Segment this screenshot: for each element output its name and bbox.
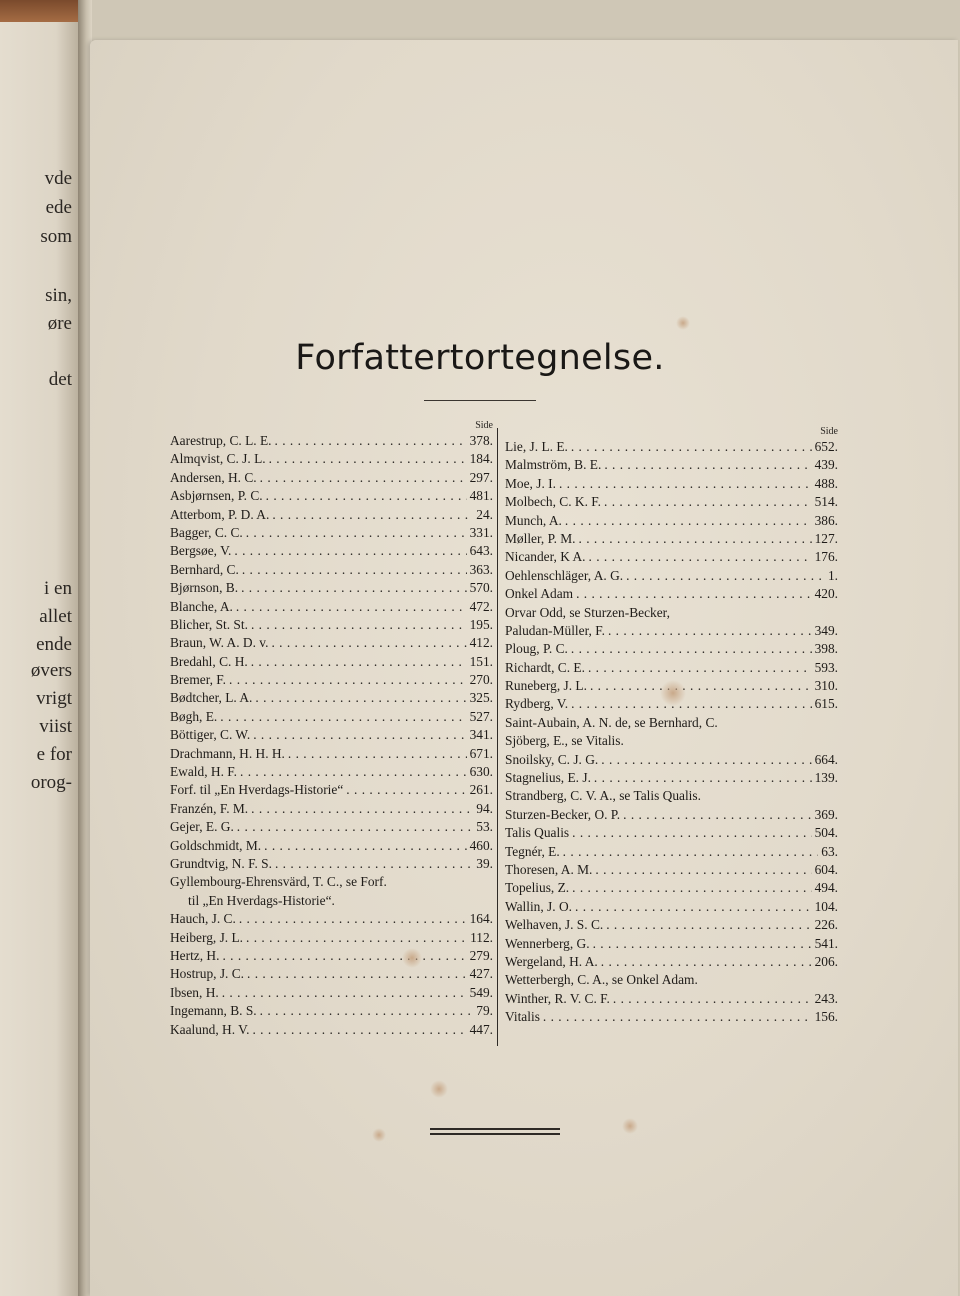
author-name: Bernhard, C. [170, 561, 239, 577]
leader-dots [240, 763, 467, 781]
page-number: 184. [469, 451, 493, 467]
leader-dots [229, 671, 467, 689]
page-number: 604. [814, 861, 838, 877]
author-list-right [505, 426, 838, 1027]
leader-dots [269, 450, 467, 468]
leader-dots [576, 585, 812, 603]
page-number: 570. [469, 580, 493, 596]
page-number: 156. [814, 1009, 838, 1025]
page-number: 488. [814, 475, 838, 491]
author-name: Blanche, A. [170, 598, 233, 614]
page-number: 504. [814, 825, 838, 841]
author-name: Grundtvig, N. F. S. [170, 855, 272, 871]
leader-dots [604, 456, 811, 474]
page-number: 261. [469, 782, 493, 798]
index-entry [170, 561, 493, 579]
author-name: Forf. til „En Hverdags-Historie“ [170, 782, 344, 798]
leader-dots [579, 530, 812, 548]
page-number: 349. [814, 622, 838, 638]
leader-dots [253, 726, 466, 744]
author-name: Vitalis [505, 1009, 540, 1025]
leader-dots [623, 806, 811, 824]
page-number: 226. [814, 917, 838, 933]
author-list-left [170, 420, 493, 1039]
author-name: Braun, W. A. D. v. [170, 635, 269, 651]
author-name: Møller, P. M. [505, 530, 576, 546]
author-name: Nicander, K A. [505, 549, 586, 565]
book-cover-edge [0, 0, 90, 22]
leader-dots [260, 1002, 474, 1020]
index-entry [505, 1008, 838, 1026]
author-name: Bjørnson, B. [170, 580, 239, 596]
index-entry [170, 745, 493, 763]
page-number: 341. [469, 727, 493, 743]
leader-dots [234, 542, 466, 560]
page-number: 206. [814, 953, 838, 969]
author-name: Blicher, St. St. [170, 616, 248, 632]
page-number: 297. [469, 469, 493, 485]
column-header-side: Side [820, 426, 838, 437]
author-name: Wetterbergh, C. A., se Onkel Adam. [505, 972, 698, 988]
author-name: Saint-Aubain, A. N. de, se Bernhard, C. [505, 714, 718, 730]
index-entry [170, 1002, 493, 1020]
page-number: 139. [814, 770, 838, 786]
index-entry [170, 616, 493, 634]
leader-dots [222, 947, 466, 965]
author-name: Paludan-Müller, F. [505, 622, 605, 638]
page-number: 176. [814, 549, 838, 565]
facing-page-text-fragment: orog- [30, 772, 72, 793]
page-number: 164. [469, 911, 493, 927]
author-name: Asbjørnsen, P. C. [170, 488, 263, 504]
leader-dots [241, 579, 466, 597]
author-name: Atterbom, P. D. A. [170, 506, 270, 522]
author-name: Snoilsky, C. J. G. [505, 751, 599, 767]
author-name: Gejer, E. G. [170, 819, 234, 835]
author-name: Strandberg, C. V. A., se Talis Qualis. [505, 788, 701, 804]
author-name: Munch, A. [505, 512, 562, 528]
page-number: 514. [814, 494, 838, 510]
author-name: Hostrup, J. C. [170, 966, 245, 982]
foxing-spot [372, 1128, 386, 1142]
leader-dots [251, 653, 467, 671]
index-entry [505, 806, 838, 824]
leader-dots [601, 953, 812, 971]
author-name: Aarestrup, C. L. E. [170, 433, 272, 448]
leader-dots [593, 935, 812, 953]
index-entry [170, 965, 493, 983]
author-name: Tegnér, E. [505, 843, 560, 859]
index-entry [505, 898, 838, 916]
author-name: Malmström, B. E. [505, 457, 602, 473]
foxing-spot [402, 948, 422, 968]
author-name: Bergsøe, V. [170, 543, 232, 559]
author-name: Molbech, C. K. F. [505, 494, 602, 510]
leader-dots [626, 567, 825, 585]
leader-dots [266, 487, 467, 505]
index-entry [505, 935, 838, 953]
page-number: 398. [814, 641, 838, 657]
page-number: 630. [469, 764, 493, 780]
author-name: Ewald, H. F. [170, 764, 237, 780]
leader-dots [288, 745, 467, 763]
author-name: Stagnelius, E. J. [505, 770, 591, 786]
index-entry [505, 843, 838, 861]
page-number: 420. [814, 586, 838, 602]
index-entry [505, 604, 838, 622]
facing-page-text-fragment: sin, [45, 285, 72, 306]
author-name: Bøgh, E. [170, 708, 218, 724]
index-entry [170, 855, 493, 873]
leader-dots [559, 475, 812, 493]
index-entry [505, 990, 838, 1008]
page-number: 363. [469, 561, 493, 577]
leader-dots [251, 800, 473, 818]
page-number: 481. [469, 488, 493, 504]
page-number: 549. [469, 984, 493, 1000]
index-entry [170, 432, 493, 450]
leader-dots [588, 659, 812, 677]
leader-dots [589, 548, 812, 566]
page-number: 151. [469, 653, 493, 669]
page-number: 279. [469, 947, 493, 963]
leader-dots [601, 751, 811, 769]
index-entry [170, 487, 493, 505]
index-entry [505, 548, 838, 566]
page-number: 369. [814, 806, 838, 822]
index-entry [170, 763, 493, 781]
author-name: Hertz, H. [170, 947, 220, 963]
author-name: Hauch, J. C. [170, 911, 236, 927]
page-number: 79. [476, 1003, 493, 1019]
leader-dots [575, 898, 812, 916]
author-name: Sturzen-Becker, O. P. [505, 806, 621, 822]
leader-dots [346, 781, 466, 799]
leader-dots [236, 598, 467, 616]
page-number: 527. [469, 708, 493, 724]
author-name: Bremer, F. [170, 672, 227, 688]
leader-dots [271, 634, 466, 652]
leader-dots [604, 493, 812, 511]
index-entry [170, 450, 493, 468]
leader-dots [565, 512, 812, 530]
index-entry [505, 824, 838, 842]
page-number: 331. [469, 524, 493, 540]
leader-dots [608, 622, 812, 640]
index-entry [505, 659, 838, 677]
leader-dots [246, 524, 467, 542]
page-number: 112. [470, 929, 493, 945]
facing-page-text-fragment: viist [39, 716, 72, 737]
author-name: Gyllembourg-Ehrensvärd, T. C., se Forf. [170, 874, 387, 890]
end-ornament-rule [430, 1133, 560, 1135]
index-entry [170, 634, 493, 652]
page-number: 127. [814, 530, 838, 546]
author-name: Talis Qualis [505, 825, 570, 841]
page-number: 24. [476, 506, 493, 522]
index-entry [170, 837, 493, 855]
index-entry [505, 438, 838, 456]
author-name: Franzén, F. M. [170, 800, 249, 816]
facing-page-text-fragment: ende [36, 634, 72, 655]
author-name: Ibsen, H. [170, 984, 219, 1000]
page-number: 664. [814, 751, 838, 767]
index-entry [505, 493, 838, 511]
page-number: 671. [469, 745, 493, 761]
index-entry [170, 1021, 493, 1039]
column-header-side: Side [475, 420, 493, 431]
author-name: Onkel Adam [505, 586, 574, 602]
author-name: Andersen, H. C. [170, 469, 257, 485]
author-name: Goldschmidt, M. [170, 837, 262, 853]
index-entry [170, 598, 493, 616]
author-name: Orvar Odd, se Sturzen-Becker, [505, 604, 670, 620]
index-entry [170, 579, 493, 597]
leader-dots [572, 824, 811, 842]
leader-dots [275, 432, 467, 450]
index-entry [170, 469, 493, 487]
author-name: Topelius, Z. [505, 880, 570, 896]
facing-page-text-fragment: vrigt [36, 688, 72, 709]
leader-dots [571, 438, 812, 456]
author-name: Böttiger, C. W. [170, 727, 251, 743]
facing-page-text-fragment: som [40, 226, 72, 247]
author-name: Kaalund, H. V. [170, 1021, 250, 1037]
author-name: Wergeland, H. A. [505, 953, 598, 969]
index-entry [170, 708, 493, 726]
index-entry [505, 475, 838, 493]
leader-dots [239, 910, 467, 928]
index-entry [170, 818, 493, 836]
author-name: Bredahl, C. H. [170, 653, 248, 669]
page-number: 412. [469, 635, 493, 651]
page-number: 1. [827, 567, 838, 583]
leader-dots [237, 818, 473, 836]
facing-page-text-fragment: i en [44, 578, 72, 599]
author-name: til „En Hverdags-Historie“. [188, 892, 335, 908]
page-number: 593. [814, 659, 838, 675]
page-number: 243. [814, 990, 838, 1006]
facing-page-text-fragment: øre [47, 313, 72, 334]
index-entry [170, 984, 493, 1002]
author-name: Thoresen, A. M. [505, 861, 593, 877]
page-number: 63. [821, 843, 838, 859]
author-name: Welhaven, J. S. C. [505, 917, 604, 933]
leader-dots [543, 1008, 812, 1026]
facing-page-text-fragment: det [48, 369, 72, 390]
leader-dots [571, 695, 811, 713]
leader-dots [571, 640, 812, 658]
leader-dots [260, 469, 467, 487]
page-number: 472. [469, 598, 493, 614]
leader-dots [606, 916, 811, 934]
author-name: Heiberg, J. L. [170, 929, 244, 945]
foxing-spot [622, 1118, 638, 1134]
end-ornament-rule [430, 1128, 560, 1130]
index-entry [505, 971, 838, 989]
index-entry [505, 953, 838, 971]
column-divider [497, 428, 498, 1046]
leader-dots [275, 855, 473, 873]
index-entry [170, 910, 493, 928]
index-entry [170, 506, 493, 524]
index-entry [505, 769, 838, 787]
index-entry [170, 800, 493, 818]
index-entry [505, 585, 838, 603]
page-number: 427. [469, 966, 493, 982]
page-number: 39. [476, 855, 493, 871]
author-name: Wennerberg, G. [505, 935, 590, 951]
leader-dots [220, 708, 466, 726]
leader-dots [222, 984, 467, 1002]
leader-dots [255, 689, 466, 707]
index-entry [505, 530, 838, 548]
author-name: Rydberg, V. [505, 696, 569, 712]
author-name: Drachmann, H. H. H. [170, 745, 285, 761]
author-name: Ingemann, B. S. [170, 1003, 257, 1019]
page-number: 104. [814, 898, 838, 914]
index-entry [505, 567, 838, 585]
author-name: Lie, J. L. E. [505, 439, 568, 454]
leader-dots [251, 616, 467, 634]
author-name: Oehlenschläger, A. G. [505, 567, 624, 583]
author-name: Bødtcher, L. A. [170, 690, 253, 706]
author-name: Bagger, C. C. [170, 524, 243, 540]
index-entry [505, 714, 838, 732]
index-entry [505, 787, 838, 805]
index-entry [505, 640, 838, 658]
leader-dots [572, 879, 811, 897]
leader-dots [247, 965, 467, 983]
page-number: 615. [814, 696, 838, 712]
page-number: 494. [814, 880, 838, 896]
left-facing-page [0, 0, 80, 1296]
index-entry [505, 916, 838, 934]
index-entry [505, 861, 838, 879]
facing-page-text-fragment: e for [36, 744, 72, 765]
page-number: 310. [814, 678, 838, 694]
index-entry [170, 892, 493, 910]
index-entry [170, 781, 493, 799]
page-number: 460. [469, 837, 493, 853]
facing-page-text-fragment: allet [39, 606, 72, 627]
facing-page-text-fragment: ede [45, 197, 72, 218]
index-entry [170, 726, 493, 744]
leader-dots [563, 843, 819, 861]
index-entry [505, 512, 838, 530]
author-name: Almqvist, C. J. L. [170, 451, 266, 467]
page-number: 325. [469, 690, 493, 706]
leader-dots [590, 677, 812, 695]
page-title: Forfattertortegnelse. [295, 338, 665, 378]
page-number: 53. [476, 819, 493, 835]
index-entry [170, 542, 493, 560]
facing-page-text-fragment: øvers [30, 660, 72, 681]
index-entry [170, 929, 493, 947]
leader-dots [242, 561, 467, 579]
author-name: Moe, J. I. [505, 475, 556, 491]
index-entry [170, 653, 493, 671]
page-number: 541. [814, 935, 838, 951]
page-number: 94. [476, 800, 493, 816]
leader-dots [246, 929, 467, 947]
index-entry [170, 524, 493, 542]
index-entry [170, 947, 493, 965]
page-number: 270. [469, 672, 493, 688]
leader-dots [594, 769, 812, 787]
index-entry [170, 873, 493, 891]
page-number: 643. [469, 543, 493, 559]
author-name: Richardt, C. E. [505, 659, 585, 675]
index-entry [505, 622, 838, 640]
leader-dots [272, 506, 473, 524]
index-entry [505, 751, 838, 769]
index-entry [170, 689, 493, 707]
foxing-spot [430, 1080, 448, 1098]
page-number: 652. [814, 439, 838, 454]
page-number: 378. [469, 433, 493, 448]
page-number: 386. [814, 512, 838, 528]
index-entry [505, 732, 838, 750]
index-entry [505, 879, 838, 897]
page-number: 447. [469, 1021, 493, 1037]
index-entry [505, 456, 838, 474]
author-name: Sjöberg, E., se Vitalis. [505, 733, 624, 749]
facing-page-text-fragment: vde [44, 168, 72, 189]
page-number: 439. [814, 457, 838, 473]
author-name: Wallin, J. O. [505, 898, 572, 914]
page-number: 195. [469, 616, 493, 632]
title-underline [424, 400, 536, 401]
index-entry [170, 671, 493, 689]
leader-dots [595, 861, 811, 879]
author-name: Winther, R. V. C. F. [505, 990, 610, 1006]
author-name: Runeberg, J. L. [505, 678, 587, 694]
foxing-spot [660, 680, 686, 706]
leader-dots [252, 1021, 466, 1039]
leader-dots [613, 990, 812, 1008]
foxing-spot [676, 316, 690, 330]
author-name: Ploug, P. C. [505, 641, 568, 657]
leader-dots [264, 837, 466, 855]
